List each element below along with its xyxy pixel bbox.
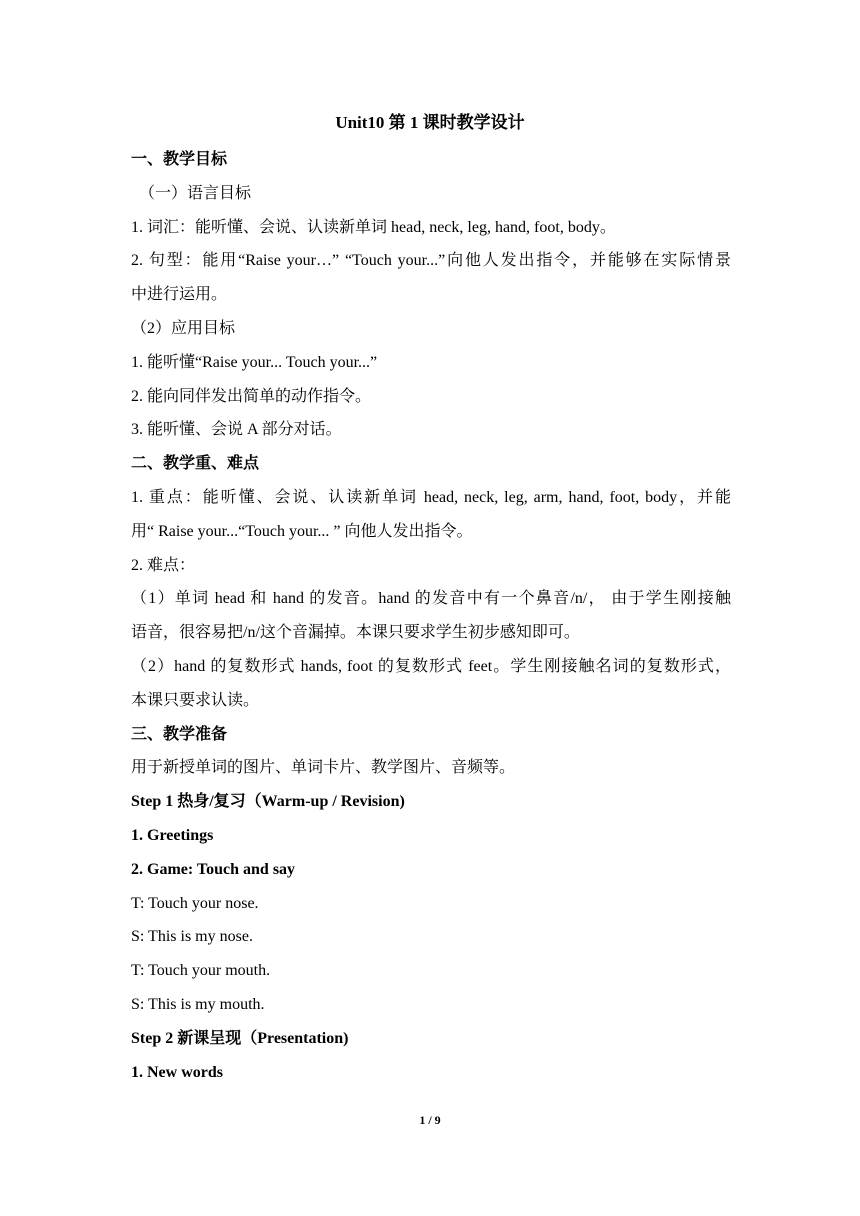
page-number: 1 / 9: [419, 1113, 441, 1127]
body-line: （2）hand 的复数形式 hands, foot 的复数形式 feet。学生刚接触名词的复数形式，: [131, 657, 731, 675]
section-heading: 1. New words: [131, 1063, 223, 1081]
body-line: 用于新授单词的图片、单词卡片、教学图片、音频等。: [131, 759, 516, 777]
section-heading: Step 2 新课呈现（Presentation): [131, 1029, 349, 1047]
document-title: Unit10 第 1 课时教学设计: [335, 113, 525, 132]
body-line: 语音，很容易把/n/这个音漏掉。本课只要求学生初步感知即可。: [131, 624, 580, 642]
body-line: 1. 词汇：能听懂、会说、认读新单词 head, neck, leg, hand, foot, body。: [131, 218, 616, 236]
body-line: S: This is my nose.: [131, 928, 253, 946]
body-line: 3. 能听懂、会说 A 部分对话。: [131, 421, 342, 439]
document-body: [131, 143, 731, 1089]
body-line: 用“ Raise your...“Touch your... ” 向他人发出指令。: [131, 522, 473, 540]
body-line: （一）语言目标: [139, 184, 252, 202]
body-line: 中进行运用。: [131, 286, 228, 304]
body-line: 2. 句型：能用“Raise your…” “Touch your...”向他人发出指令，并能够在实际情景: [131, 252, 731, 270]
section-heading: 1. Greetings: [131, 826, 214, 844]
body-line: 1. 重点：能听懂、会说、认读新单词 head, neck, leg, arm, hand, foot, body，并能: [131, 488, 731, 506]
section-heading: 一、教学目标: [131, 151, 228, 168]
body-line: 本课只要求认读。: [131, 691, 260, 709]
body-line: （2）应用目标: [131, 319, 236, 337]
body-line: 2. 难点：: [131, 556, 196, 574]
section-heading: Step 1 热身/复习（Warm-up / Revision): [131, 793, 405, 811]
section-heading: 三、教学准备: [131, 725, 228, 743]
section-heading: 2. Game: Touch and say: [131, 860, 296, 878]
body-line: S: This is my mouth.: [131, 995, 265, 1013]
section-heading: 二、教学重、难点: [131, 455, 260, 473]
body-line: 1. 能听懂“Raise your... Touch your...”: [131, 353, 378, 371]
body-line: （1）单词 head 和 hand 的发音。hand 的发音中有一个鼻音/n/， 由于学生刚接触: [131, 590, 731, 608]
body-line: T: Touch your nose.: [131, 894, 259, 912]
body-line: T: Touch your mouth.: [131, 962, 271, 980]
body-line: 2. 能向同伴发出简单的动作指令。: [131, 387, 372, 405]
